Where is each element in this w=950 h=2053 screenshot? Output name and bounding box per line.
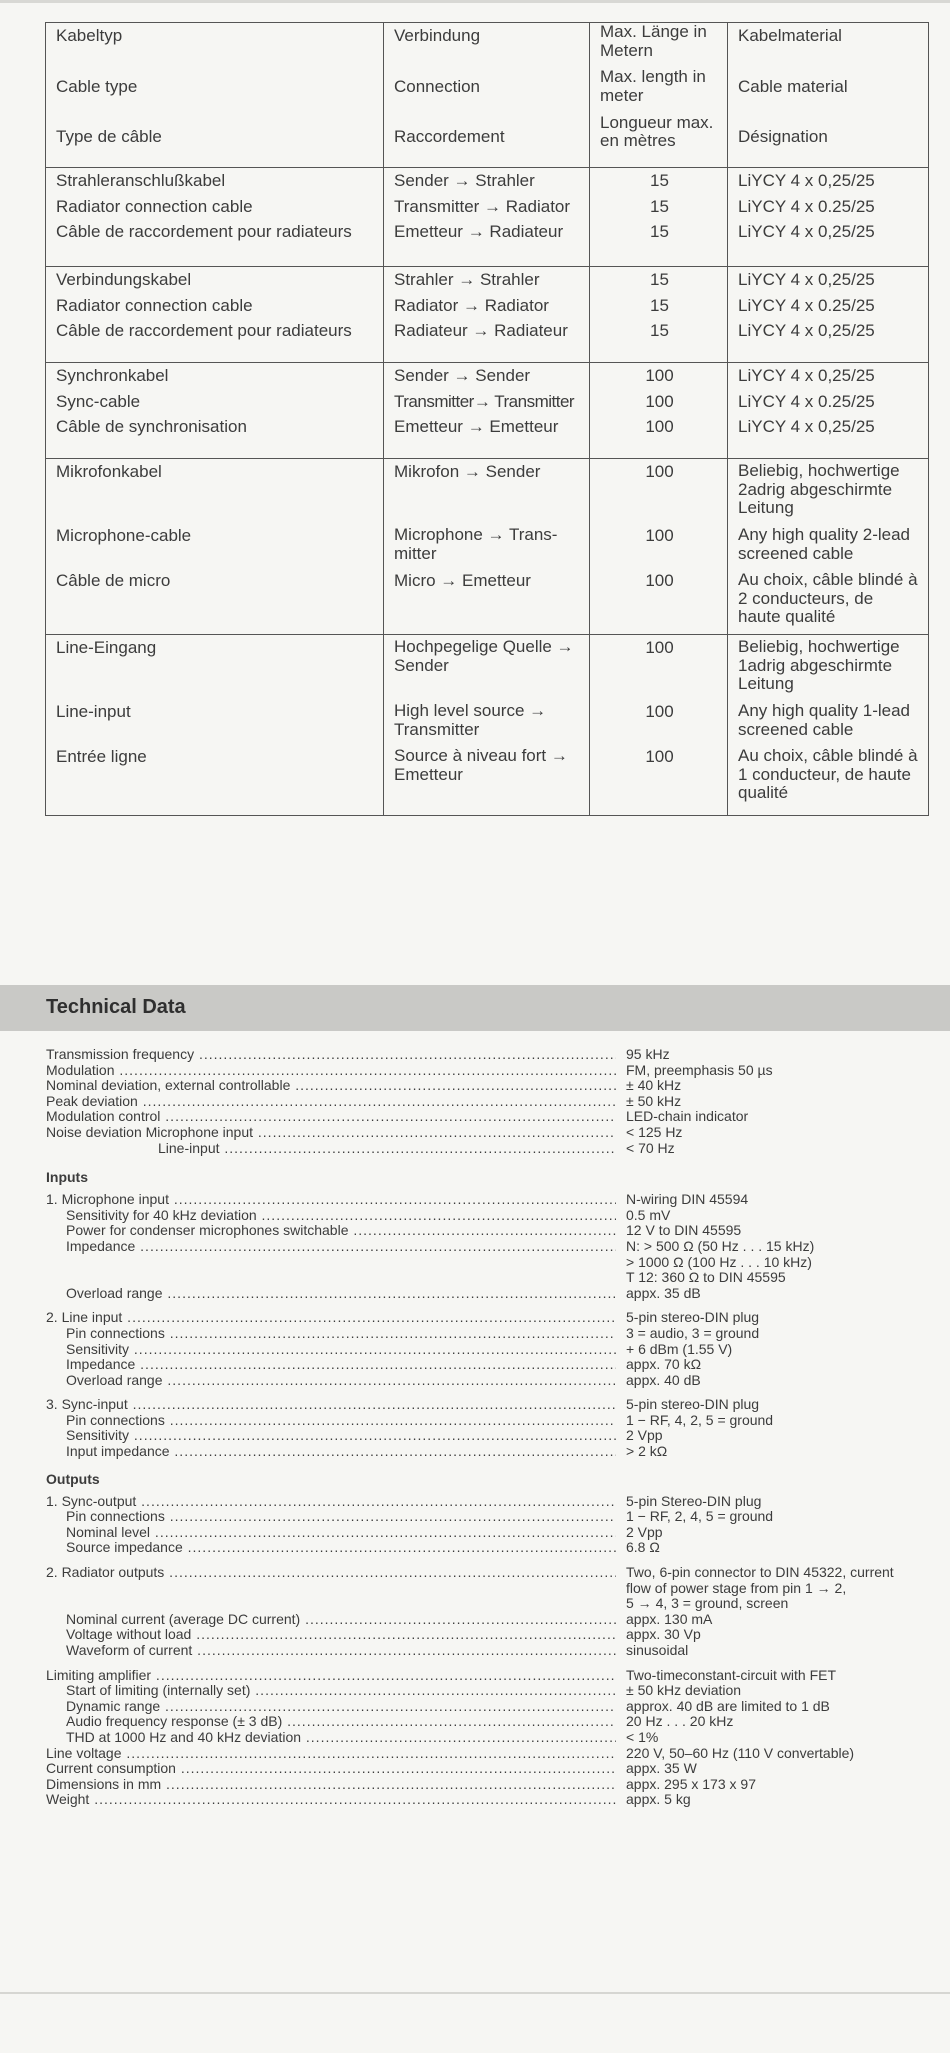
material: LiYCY 4 x 0,25/25 — [738, 171, 875, 190]
spec-row — [46, 1357, 946, 1373]
spec-row — [46, 1223, 946, 1239]
cable-type-cell — [46, 459, 384, 635]
length: 100 — [645, 571, 674, 590]
length: 100 — [645, 526, 674, 545]
spec-label: Modulation control ..... — [46, 1109, 616, 1125]
spec-row — [46, 1286, 946, 1302]
length-cell — [590, 635, 728, 816]
cable-type: Radiator connection cable — [56, 196, 253, 216]
spec-label: 2. Line input ..... — [46, 1310, 616, 1326]
spec-value: appx. 30 Vp — [626, 1626, 701, 1643]
spec-label: 3. Sync-input ..... — [46, 1397, 616, 1413]
spec-value: appx. 35 dB — [626, 1284, 701, 1301]
length: 15 — [650, 222, 669, 241]
spec-value: < 125 Hz — [626, 1123, 683, 1140]
connection: Hochpegelige Quelle → Sender — [394, 637, 574, 675]
spec-row — [46, 1714, 946, 1730]
spec-value: 5-pin stereo-DIN plug — [626, 1396, 760, 1413]
table-row — [46, 635, 929, 816]
spec-row — [46, 1509, 946, 1525]
spec-value: ± 40 kHz — [626, 1077, 682, 1094]
connection-cell — [384, 635, 590, 816]
spec-label: Power for condenser microphones switchable ..... — [46, 1223, 616, 1239]
spec-label: Impedance ..... — [46, 1357, 616, 1373]
length: 100 — [645, 638, 674, 657]
spec-row — [46, 1270, 946, 1286]
spec-label: Pin connections ..... — [46, 1413, 616, 1429]
length: 100 — [645, 366, 674, 385]
material-cell — [728, 267, 929, 363]
length-cell — [590, 459, 728, 635]
spec-label: Pin connections ..... — [46, 1326, 616, 1342]
spec-value: N: > 500 Ω (50 Hz . . . 15 kHz) — [626, 1237, 815, 1254]
spec-value: FM, preemphasis 50 µs — [626, 1061, 773, 1078]
connection: Sender → Sender — [394, 366, 531, 385]
spec-label: Pin connections ..... — [46, 1509, 616, 1525]
spec-label: Sensitivity ..... — [46, 1428, 616, 1444]
material-cell — [728, 635, 929, 816]
length-cell — [590, 267, 728, 363]
spec-value: + 6 dBm (1.55 V) — [626, 1340, 733, 1357]
spec-row — [46, 1612, 946, 1628]
length: 15 — [650, 196, 669, 216]
connection: Microphone → Trans-mitter — [394, 525, 558, 563]
connection-cell — [384, 168, 590, 267]
connection: Radiator → Radiator — [394, 295, 549, 315]
connection: Strahler → Strahler — [394, 270, 540, 289]
header-text: Verbindung — [394, 26, 481, 45]
spec-row — [46, 1643, 946, 1659]
material: LiYCY 4 x 0,25/25 — [738, 270, 875, 289]
cable-type: Câble de synchronisation — [56, 417, 247, 436]
spec-value: ± 50 kHz deviation — [626, 1682, 742, 1699]
spec-label: Limiting amplifier ..... — [46, 1668, 616, 1684]
spec-value: approx. 40 dB are limited to 1 dB — [626, 1697, 830, 1714]
spec-label: Nominal deviation, external controllable ..... — [46, 1078, 616, 1094]
length: 100 — [645, 391, 674, 411]
material: LiYCY 4 x 0.25/25 — [738, 295, 875, 315]
spec-value: Two, 6-pin connector to DIN 45322, current — [626, 1564, 894, 1581]
spec-row — [46, 1342, 946, 1358]
length: 100 — [645, 462, 674, 481]
spec-value: 3 = audio, 3 = ground — [626, 1324, 760, 1341]
cable-type: Synchronkabel — [56, 366, 169, 385]
connection: Transmitter → Radiator — [394, 196, 571, 216]
spec-label: Line voltage ..... — [46, 1746, 616, 1762]
material: LiYCY 4 x 0.25/25 — [738, 196, 875, 216]
spec-row — [46, 1413, 946, 1429]
length: 100 — [645, 747, 674, 766]
spec-row — [46, 1078, 946, 1094]
spec-row — [46, 1581, 946, 1597]
spec-label: Voltage without load ..... — [46, 1627, 616, 1643]
connection: Source à niveau fort → Emetteur — [394, 746, 568, 784]
material-cell — [728, 168, 929, 267]
spec-row — [46, 1208, 946, 1224]
header-text: Max. length in meter — [600, 67, 706, 106]
spec-label: Waveform of current ..... — [46, 1643, 616, 1659]
header-connection — [384, 23, 590, 168]
spec-value: appx. 35 W — [626, 1760, 697, 1777]
length: 15 — [650, 295, 669, 315]
spec-row — [46, 1668, 946, 1684]
spec-label: 1. Sync-output ..... — [46, 1494, 616, 1510]
top-rule — [0, 0, 950, 3]
material-cell — [728, 363, 929, 459]
spec-row — [46, 1397, 946, 1413]
spec-label: Audio frequency response (± 3 dB) ..... — [46, 1714, 616, 1730]
spec-label: Nominal level ..... — [46, 1525, 616, 1541]
spec-value: 220 V, 50–60 Hz (110 V convertable) — [626, 1744, 855, 1761]
spec-row — [46, 1255, 946, 1271]
length: 15 — [650, 270, 669, 289]
table-header-row — [46, 23, 929, 168]
material: Au choix, câble blindé à 2 conducteurs, de haute qualité — [738, 570, 918, 627]
spec-value: 1 − RF, 4, 2, 5 = ground — [626, 1411, 774, 1428]
cable-type: Line-Eingang — [56, 638, 157, 657]
spec-label: Source impedance ..... — [46, 1540, 616, 1556]
spec-value: sinusoidal — [626, 1642, 689, 1658]
spec-value: 0.5 mV — [626, 1206, 671, 1223]
material: Any high quality 2-lead screened cable — [738, 525, 911, 563]
cable-type: Câble de micro — [56, 571, 171, 590]
length: 15 — [650, 321, 669, 340]
header-cable-type — [46, 23, 384, 168]
spec-value: N-wiring DIN 45594 — [626, 1191, 749, 1208]
spec-label: THD at 1000 Hz and 40 kHz deviation ..... — [46, 1730, 616, 1746]
spec-row — [46, 1125, 946, 1141]
length: 15 — [650, 171, 669, 190]
header-text: Raccordement — [394, 127, 505, 146]
connection: Transmitter→ Transmitter — [394, 391, 575, 411]
header-text: Cable material — [738, 76, 848, 96]
spec-value: 6.8 Ω — [626, 1539, 660, 1556]
spec-label: Line-input ..... — [46, 1141, 616, 1157]
spec-label: Sensitivity ..... — [46, 1342, 616, 1358]
spec-label: Overload range ..... — [46, 1373, 616, 1389]
header-text: Kabeltyp — [56, 26, 123, 45]
connection: Radiateur → Radiateur — [394, 321, 568, 340]
cable-type: Radiator connection cable — [56, 295, 253, 315]
spec-row — [46, 1746, 946, 1762]
spec-label: Input impedance ..... — [46, 1444, 616, 1460]
connection-cell — [384, 459, 590, 635]
connection: High level source → Transmitter — [394, 701, 547, 739]
spec-row — [46, 1730, 946, 1746]
length-cell — [590, 168, 728, 267]
spec-value: appx. 40 dB — [626, 1371, 701, 1388]
section-title: Technical Data — [46, 996, 186, 1018]
spec-row — [46, 1428, 946, 1444]
cable-type-cell — [46, 363, 384, 459]
cable-type-cell — [46, 267, 384, 363]
connection: Micro → Emetteur — [394, 571, 531, 590]
spec-label: Impedance ..... — [46, 1239, 616, 1255]
spec-row — [46, 1444, 946, 1460]
header-max-length — [590, 23, 728, 168]
material: LiYCY 4 x 0,25/25 — [738, 321, 875, 340]
header-text: Cable type — [56, 76, 138, 96]
spec-row — [46, 1310, 946, 1326]
header-text: Kabelmaterial — [738, 26, 842, 45]
spec-row — [46, 1047, 946, 1063]
material: Beliebig, hochwertige 1adrig abgeschirmte Leitung — [738, 637, 900, 694]
cable-type: Strahleranschlußkabel — [56, 171, 226, 190]
spec-value: LED-chain indicator — [626, 1108, 749, 1125]
header-text: Connection — [394, 76, 481, 96]
spec-row — [46, 1141, 946, 1157]
spec-value: flow of power stage from pin 1 → 2, — [626, 1579, 847, 1596]
spec-row — [46, 1494, 946, 1510]
spec-label: Overload range ..... — [46, 1286, 616, 1302]
spec-value: 12 V to DIN 45595 — [626, 1222, 742, 1239]
material-cell — [728, 459, 929, 635]
spec-row — [46, 1094, 946, 1110]
spec-value: appx. 5 kg — [626, 1791, 691, 1808]
table-row — [46, 168, 929, 267]
material: Any high quality 1-lead screened cable — [738, 701, 911, 739]
spec-value: 20 Hz . . . 20 kHz — [626, 1713, 734, 1730]
header-text: Désignation — [738, 127, 828, 146]
spec-label: Dynamic range ..... — [46, 1699, 616, 1715]
material: LiYCY 4 x 0,25/25 — [738, 417, 875, 436]
spec-label: Peak deviation ..... — [46, 1094, 616, 1110]
spec-label: Noise deviation Microphone input ..... — [46, 1125, 616, 1141]
spec-value: 5-pin Stereo-DIN plug — [626, 1492, 762, 1509]
spec-value: 2 Vpp — [626, 1427, 663, 1444]
spec-row — [46, 1699, 946, 1715]
spec-row — [46, 1683, 946, 1699]
spec-value: 1 − RF, 2, 4, 5 = ground — [626, 1508, 774, 1525]
spec-label: Nominal current (average DC current) ..... — [46, 1612, 616, 1628]
spec-row — [46, 1373, 946, 1389]
table-row — [46, 267, 929, 363]
spec-label: Sensitivity for 40 kHz deviation ..... — [46, 1208, 616, 1224]
spec-value: 5-pin stereo-DIN plug — [626, 1309, 760, 1326]
header-text: Type de câble — [56, 127, 162, 146]
connection: Emetteur → Emetteur — [394, 417, 559, 436]
spec-row — [46, 1565, 946, 1581]
header-text: Longueur max. en mètres — [600, 112, 714, 151]
spec-row — [46, 1761, 946, 1777]
spec-row — [46, 1326, 946, 1342]
spec-value: appx. 70 kΩ — [626, 1356, 702, 1373]
spec-value: ± 50 kHz — [626, 1092, 682, 1109]
spec-row — [46, 1109, 946, 1125]
table-row — [46, 363, 929, 459]
spec-value: 2 Vpp — [626, 1523, 663, 1540]
cable-type: Mikrofonkabel — [56, 462, 162, 481]
spec-value: < 1% — [626, 1728, 659, 1745]
spec-value: Two-timeconstant-circuit with FET — [626, 1666, 837, 1683]
spec-label: 1. Microphone input ..... — [46, 1192, 616, 1208]
header-text: Max. Länge in Metern — [600, 22, 707, 60]
spec-row — [46, 1063, 946, 1079]
connection: Mikrofon → Sender — [394, 462, 541, 481]
connection: Sender → Strahler — [394, 171, 535, 190]
connection: Emetteur → Radiateur — [394, 222, 564, 241]
spec-label: Start of limiting (internally set) ..... — [46, 1683, 616, 1699]
spec-label: Transmission frequency ..... — [46, 1047, 616, 1063]
spec-label: 2. Radiator outputs ..... — [46, 1565, 616, 1581]
outputs-heading: Outputs — [46, 1470, 100, 1487]
cable-type-cell — [46, 635, 384, 816]
spec-value: appx. 295 x 173 x 97 — [626, 1775, 756, 1792]
cable-type: Verbindungskabel — [56, 270, 192, 289]
spec-label: Weight ..... — [46, 1792, 616, 1808]
spec-row — [46, 1525, 946, 1541]
cable-type: Microphone-cable — [56, 526, 192, 545]
cable-type: Line-input — [56, 702, 131, 721]
spec-value: > 2 kΩ — [626, 1443, 668, 1460]
material: LiYCY 4 x 0,25/25 — [738, 222, 875, 241]
cable-type: Sync-cable — [56, 391, 141, 411]
cable-table — [45, 22, 929, 816]
material: Beliebig, hochwertige 2adrig abgeschirmte Leitung — [738, 461, 900, 518]
technical-data-header — [0, 985, 950, 1031]
cable-type: Câble de raccordement pour radiateurs — [56, 222, 352, 241]
spec-value: T 12: 360 Ω to DIN 45595 — [626, 1269, 786, 1286]
spec-value: > 1000 Ω (100 Hz . . . 10 kHz) — [626, 1253, 812, 1270]
spec-row — [46, 1239, 946, 1255]
length: 100 — [645, 702, 674, 721]
connection-cell — [384, 363, 590, 459]
length: 100 — [645, 417, 674, 436]
cable-type: Câble de raccordement pour radiateurs — [56, 321, 352, 340]
spec-row — [46, 1792, 946, 1808]
cable-type-cell — [46, 168, 384, 267]
spec-row — [46, 1192, 946, 1208]
header-cable-material — [728, 23, 929, 168]
spec-value: 95 kHz — [626, 1046, 670, 1062]
spec-row — [46, 1777, 946, 1793]
bottom-rule — [0, 1992, 950, 1994]
spec-row — [46, 1596, 946, 1612]
technical-spec-list — [46, 1047, 946, 1808]
material: Au choix, câble blindé à 1 conducteur, de haute qualité — [738, 746, 918, 803]
material: LiYCY 4 x 0,25/25 — [738, 366, 875, 385]
connection-cell — [384, 267, 590, 363]
spec-label: Dimensions in mm ..... — [46, 1777, 616, 1793]
table-row — [46, 459, 929, 635]
length-cell — [590, 363, 728, 459]
spec-row — [46, 1540, 946, 1556]
cable-type: Entrée ligne — [56, 747, 147, 766]
material: LiYCY 4 x 0.25/25 — [738, 391, 875, 411]
spec-value: < 70 Hz — [626, 1139, 675, 1156]
spec-label: Current consumption ..... — [46, 1761, 616, 1777]
spec-label: Modulation ..... — [46, 1063, 616, 1079]
spec-value: appx. 130 mA — [626, 1610, 713, 1627]
spec-row — [46, 1627, 946, 1643]
inputs-heading: Inputs — [46, 1169, 88, 1186]
spec-value: 5 → 4, 3 = ground, screen — [626, 1595, 789, 1612]
